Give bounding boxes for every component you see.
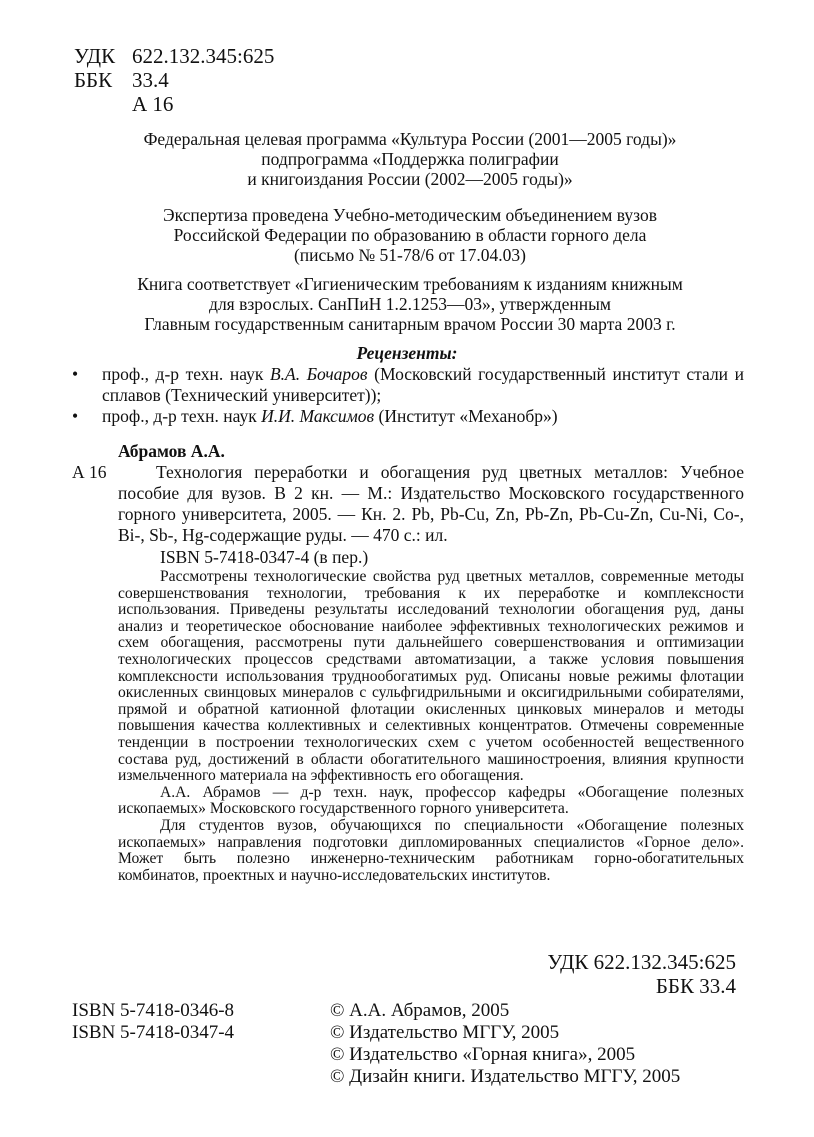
copyright-list xyxy=(330,1000,680,1088)
bullet-icon: • xyxy=(72,406,79,426)
reviewer-name: И.И. Максимов xyxy=(261,406,375,426)
copyright-item: © Издательство «Горная книга», 2005 xyxy=(330,1044,636,1065)
isbn-item: ISBN 5-7418-0346-8 xyxy=(72,1000,235,1021)
isbn-item: ISBN 5-7418-0347-4 xyxy=(72,1022,235,1043)
copyright-item: © Издательство МГГУ, 2005 xyxy=(330,1022,560,1043)
isbn-list xyxy=(72,1000,234,1044)
reviewers-heading: Рецензенты: xyxy=(356,343,458,363)
abstract xyxy=(118,569,744,884)
reviewer-item: • проф., д-р техн. наук И.И. Максимов (Институт «Механобр») xyxy=(72,406,558,426)
reviewer-name: В.А. Бочаров xyxy=(269,364,368,384)
bbk-code: ББК 33.4 xyxy=(74,68,169,92)
copyright-item: © А.А. Абрамов, 2005 xyxy=(330,1000,510,1021)
bullet-icon: • xyxy=(72,364,79,384)
author-info-paragraph: А.А. Абрамов — д-р техн. наук, профессор кафедры «Обогащение полезных ископаемых» Московского государственного горного университета. xyxy=(118,783,744,818)
udk-bbk-bottom: УДК 622.132.345:625 ББК 33.4 xyxy=(547,950,736,998)
book-code: А 16 xyxy=(72,462,107,482)
copyright-item: © Дизайн книги. Издательство МГГУ, 2005 xyxy=(330,1066,681,1087)
author-heading: Абрамов А.А. xyxy=(118,441,225,461)
audience-paragraph: Для студентов вузов, обучающихся по специальности «Обогащение полезных ископаемых» направления подготовки дипломированных специалистов «Горное дело». Может быть полезно инженерно-техническим работникам горно-обогатительных комбинатов, проектных и научно-исследовательских институтов. xyxy=(118,816,744,884)
classification-codes xyxy=(74,44,274,116)
abstract-paragraph: Рассмотрены технологические свойства руд цветных металлов, современные методы совершенствования технологии, требования к их переработке и комплексности использования. Приведены результаты исследований технологии обогащения руд, даны анализ и теоретическое обоснование наиболее эффективных технологических режимов и схем обогащения, рассмотрены пути дальнейшего совершенствования и оптимизации технологических процессов средствами автоматизации, а также условия повышения комплексности использования труднообогатимых руд. Описаны новые режимы флотации окисленных свинцовых минералов с сульфгидрильными и оксигидрильными собирателями, прямой и обратной катионной флотации окисленных цинковых минералов и методы повышения качества коллективных и селективных концентратов. Отмечены современные тенденции в построении технологических схем с учетом особенностей вещественного состава руд, достижений в области обогатительного машиностроения, влияния крупности измельченного материала на эффективность его обогащения. xyxy=(118,568,744,785)
hygiene-note: Книга соответствует «Гигиеническим требованиям к изданиям книжным для взрослых. СанПиН 1.2.1253—03», утвержденным Главным государственным санитарным врачом России 30 марта 2003 г. xyxy=(137,274,683,334)
author-mark: А 16 xyxy=(132,92,174,116)
udk-code: УДК 622.132.345:625 xyxy=(74,44,275,68)
bibliographic-description: Технология переработки и обогащения руд цветных металлов: Учебное пособие для вузов. В 2 кн. — М.: Издательство Московского государственного горного университета, 2005. — Кн. 2. Pb, Pb-Cu, Zn, Pb-Zn, Pb-Cu-Zn, Cu-Ni, Co-, Bi-, Sb-, Hg-содержащие руды. — 470 с.: ил. xyxy=(118,462,744,545)
isbn-line: ISBN 5-7418-0347-4 (в пер.) xyxy=(160,547,369,567)
expertise-note: Экспертиза проведена Учебно-методическим объединением вузов Российской Федерации по образованию в области горного дела (письмо № 51-78/6 от 17.04.03) xyxy=(163,205,657,265)
program-note: Федеральная целевая программа «Культура России (2001—2005 годы)» подпрограмма «Поддержка полиграфии и книгоиздания России (2002—2005 годы)» xyxy=(143,129,677,189)
reviewer-item: • проф., д-р техн. наук В.А. Бочаров (Московский государственный институт стали и сплавов (Технический университет)); xyxy=(72,364,744,405)
